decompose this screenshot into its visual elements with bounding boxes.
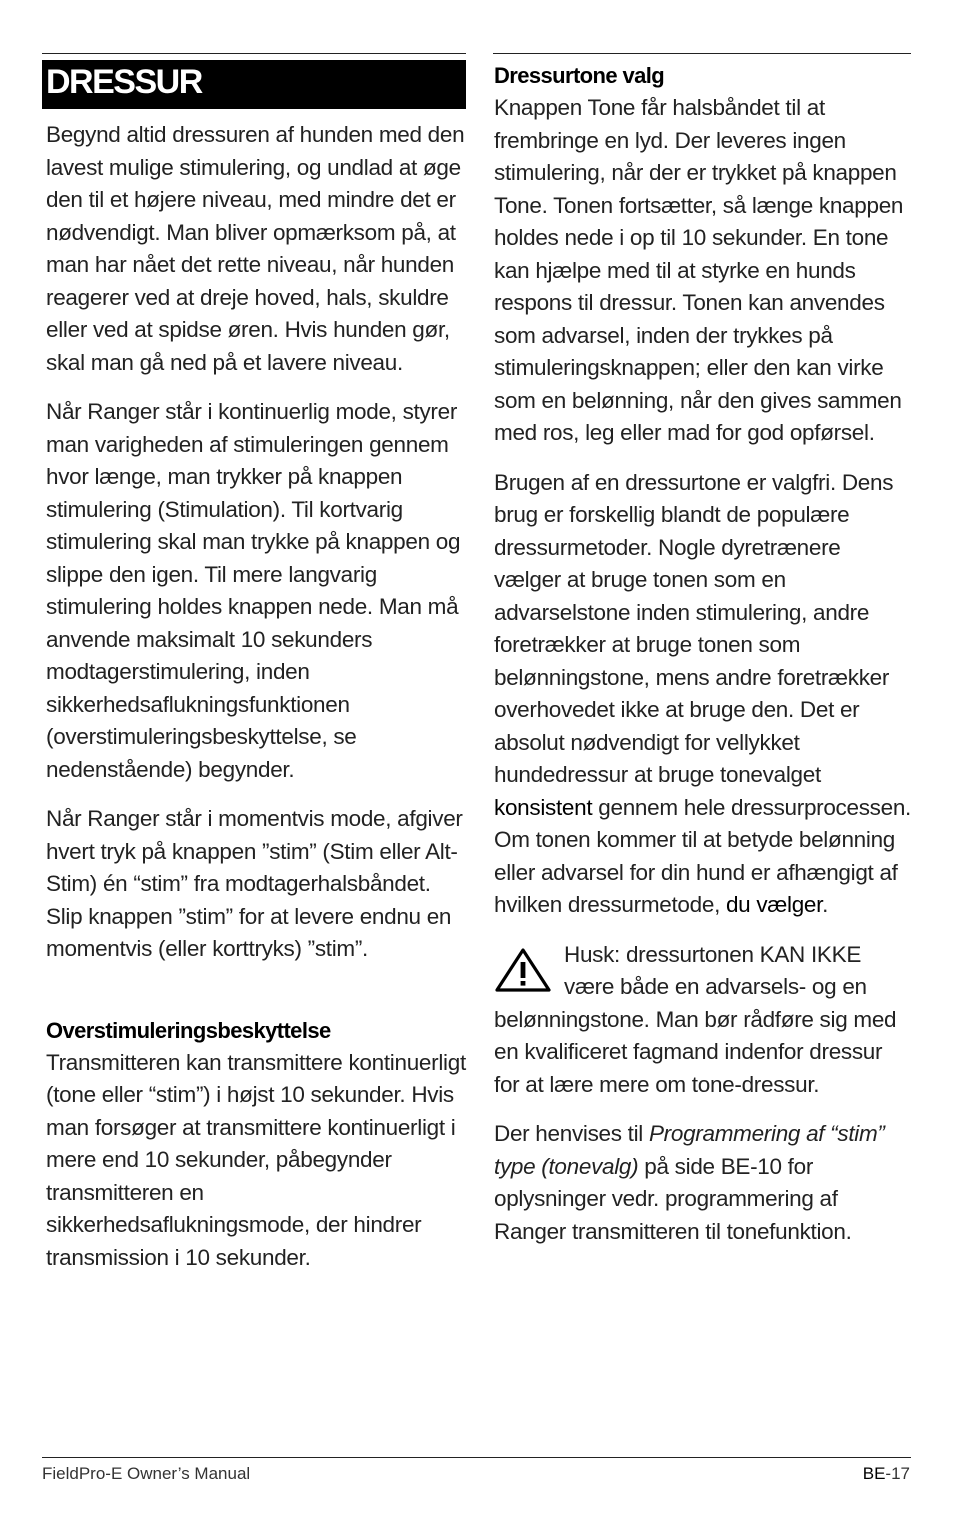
subheading-training-tone: Dressurtone valg <box>494 63 665 88</box>
paragraph: Der henvises til Programmering af “stim” type (tonevalg) på side BE-10 for oplysninger vedr. programmering af Ranger transmitteren til tonefunktion. <box>494 1121 885 1244</box>
highlight-word: du vælger <box>725 892 823 917</box>
top-rule-left <box>42 53 466 54</box>
paragraph: Begynd altid dressuren af hunden med den lavest mulige stimulering, og undlad at øge den til et højere niveau, med mindre det er nødvendigt. Man bliver opmærksom på, at man har nået det rette niveau, når hunden reagerer ved at dreje hoved, hals, skuldre eller ved at spidse øren. Hvis hunden gør, skal man gå ned på et lavere niveau. <box>46 122 465 375</box>
paragraph: Når Ranger står i kontinuerlig mode, styrer man varigheden af stimuleringen gennem hvor længe, man trykker på knappen stimulering (Stimulation). Til kortvarig stimulering skal man trykke på knappen og slippe den igen. Til mere langvarig stimulering holdes knappen nede. Man må anvende maksimalt 10 sekunders modtagerstimulering, inden sikkerhedsaflukningsfunktionen (overstimuleringsbeskyttelse, se nedenstående) begynder. <box>46 399 461 782</box>
reference-title: Programmering af “stim” type (tonevalg) <box>494 1121 885 1179</box>
paragraph: Når Ranger står i momentvis mode, afgiver hvert tryk på knappen ”stim” (Stim eller Alt-Stim) én “stim” fra modtagerhalsbåndet. Slip knappen ”stim” for at levere endnu en momentvis (eller korttryks) ”stim”. <box>46 806 463 961</box>
paragraph: Transmitteren kan transmittere kontinuerligt (tone eller “stim”) i højst 10 sekunder. Hvis man forsøger at transmittere kontinuerligt i mere end 10 sekunder, påbegynder transmitteren en sikkerhedsaflukningsmode, der hindrer transmission i 10 sekunder. <box>46 1049 466 1270</box>
subheading-overstimulation: Overstimuleringsbeskyttelse <box>46 1017 331 1043</box>
bottom-rule <box>42 1457 911 1458</box>
right-column <box>494 60 912 1265</box>
warning-note <box>494 939 912 1102</box>
top-rule-right <box>493 53 911 54</box>
paragraph: Knappen Tone får halsbåndet til at frembringe en lyd. Der leveres ingen stimulering, når der er trykket på knappen Tone. Tonen fortsætter, så længe knappen holdes nede i op til 10 sekunder. En tone kan hjælpe med til at styrke en hunds respons til dressur. Tonen kan anvendes som advarsel, inden der trykkes på stimuleringsknappen; eller den kan virke som en belønning, når den gives sammen med ros, leg eller mad for god opførsel. <box>494 95 904 445</box>
highlight-word: konsistent <box>494 794 593 820</box>
paragraph: Brugen af en dressurtone er valgfri. Dens brug er forskellig blandt de populære dressurmetoder. Nogle dyretrænere vælger at bruge tonen som en advarselstone inden stimulering, andre foretrækker at bruge tonen som belønningstone, mens andre foretrækker overhovedet ikke at bruge den. Det er absolut nødvendigt for vellykket hundedressur at bruge tonevalget konsistent gennem hele dressurprocessen. Om tonen kommer til at betyde belønning eller advarsel for din hund er afhængigt af hvilken dressurmetode, du vælger. <box>494 469 912 917</box>
section-title: DRESSUR <box>42 60 466 109</box>
warning-text: Husk: dressurtonen KAN IKKE være både en advarsels- og en belønningstone. Man bør rådføre sig med en kvalificeret fagmand indenfor dressur for at lære mere om tone-dressur. <box>494 941 897 1097</box>
footer-manual-title: FieldPro-E Owner’s Manual <box>42 1464 251 1483</box>
warning-triangle-icon <box>494 947 552 993</box>
spacer <box>42 983 466 1015</box>
page-number: BE-17 <box>862 1464 910 1483</box>
left-column <box>42 60 466 1291</box>
